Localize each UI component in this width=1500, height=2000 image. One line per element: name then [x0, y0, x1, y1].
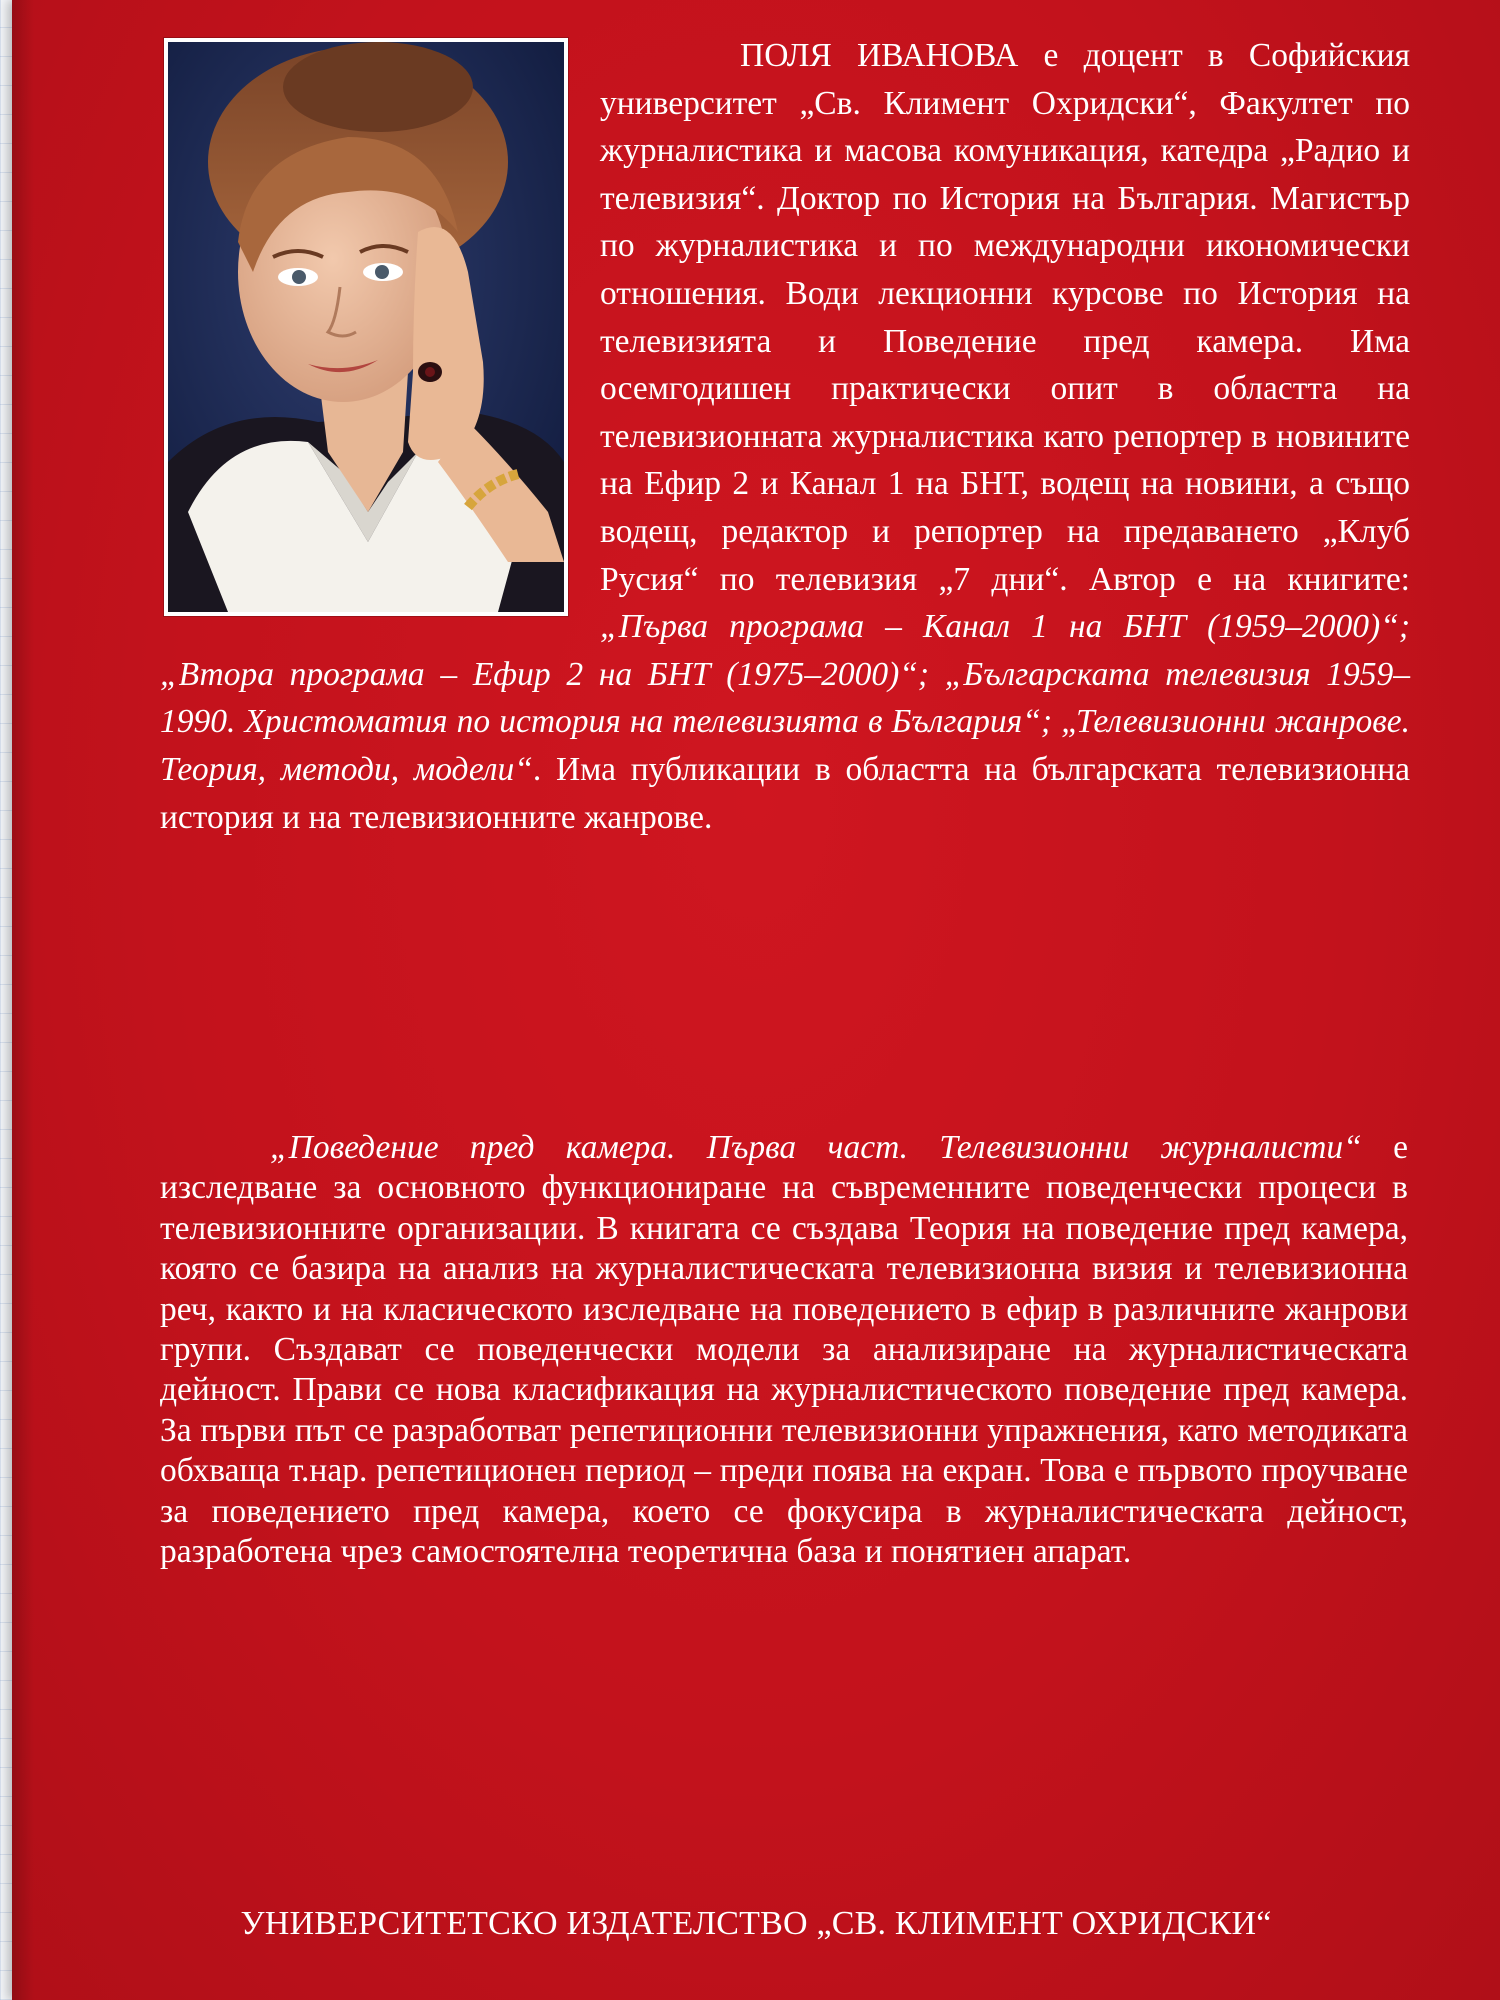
- bio-book-3: „Българската телевизия 1959–1990. Христоматия по история на телевизията в България“: [160, 655, 1410, 741]
- author-bio: [160, 32, 1410, 841]
- photo-wrap-spacer: [160, 32, 600, 636]
- book-title: „Поведение пред камера. Първа част. Телевизионни журналисти“: [270, 1129, 1362, 1166]
- author-name: ПОЛЯ ИВАНОВА: [740, 37, 1019, 74]
- bio-book-4: „Телевизионни жанрове. Теория, методи, модели“: [160, 703, 1411, 788]
- bio-separator-1: ;: [1398, 608, 1410, 646]
- bio-outro: . Има публикации в областта на българската телевизионна история и на телевизионните жанрове.: [160, 750, 1410, 836]
- book-back-cover: [12, 0, 1500, 2000]
- bio-book-2: „Втора програма – Ефир 2 на БНТ (1975–2000)“: [160, 655, 918, 693]
- bio-book-1: „Първа програма – Канал 1 на БНТ (1959–2000)“: [600, 608, 1399, 646]
- description-text: е изследване за основното функциониране на съвременните поведенчески процеси в телевизионните организации. В книгата се създава Теория на поведение пред камера, която се базира на анализ на журналистическата телевизионна визия и телевизионна реч, както и на класическото изследване на поведението в ефир в различните жанрови групи. Създават се поведенчески модели за анализиране на журналистическата дейност. Прави се нова класификация на журналистическото поведение пред камера. За първи път се разработват репетиционни телевизионни упражнения, като методиката обхваща т.нар. репетиционен период – преди поява на екран. Това е първото проучване за поведението пред камера, което се фокусира в журналистическата дейност, разработена чрез самостоятелна теоретична база и понятиен апарат.: [160, 1129, 1408, 1571]
- bio-separator-3: ;: [1040, 703, 1062, 741]
- bio-intro: е доцент в Софийския университет „Св. Климент Охридски“, Факултет по журналистика и масова комуникация, катедра „Радио и телевизия“. Доктор по История на България. Магистър по журналистика и по международни икономически отношения. Води лекционни курсове по История на телевизията и Поведение пред камера. Има осемгодишен практически опит в областта на телевизионната журналистика като репортер в новините на Ефир 2 и Канал 1 на БНТ, водещ на новини, а също водещ, редактор и репортер на предаването „Клуб Русия“ по телевизия „7 дни“. Автор е на книгите:: [600, 37, 1410, 598]
- book-description: [160, 1128, 1408, 1572]
- publisher-name: УНИВЕРСИТЕТСКО ИЗДАТЕЛСТВО „СВ. КЛИМЕНТ ОХРИДСКИ“: [240, 1905, 1272, 1942]
- bio-separator-2: ;: [917, 655, 945, 693]
